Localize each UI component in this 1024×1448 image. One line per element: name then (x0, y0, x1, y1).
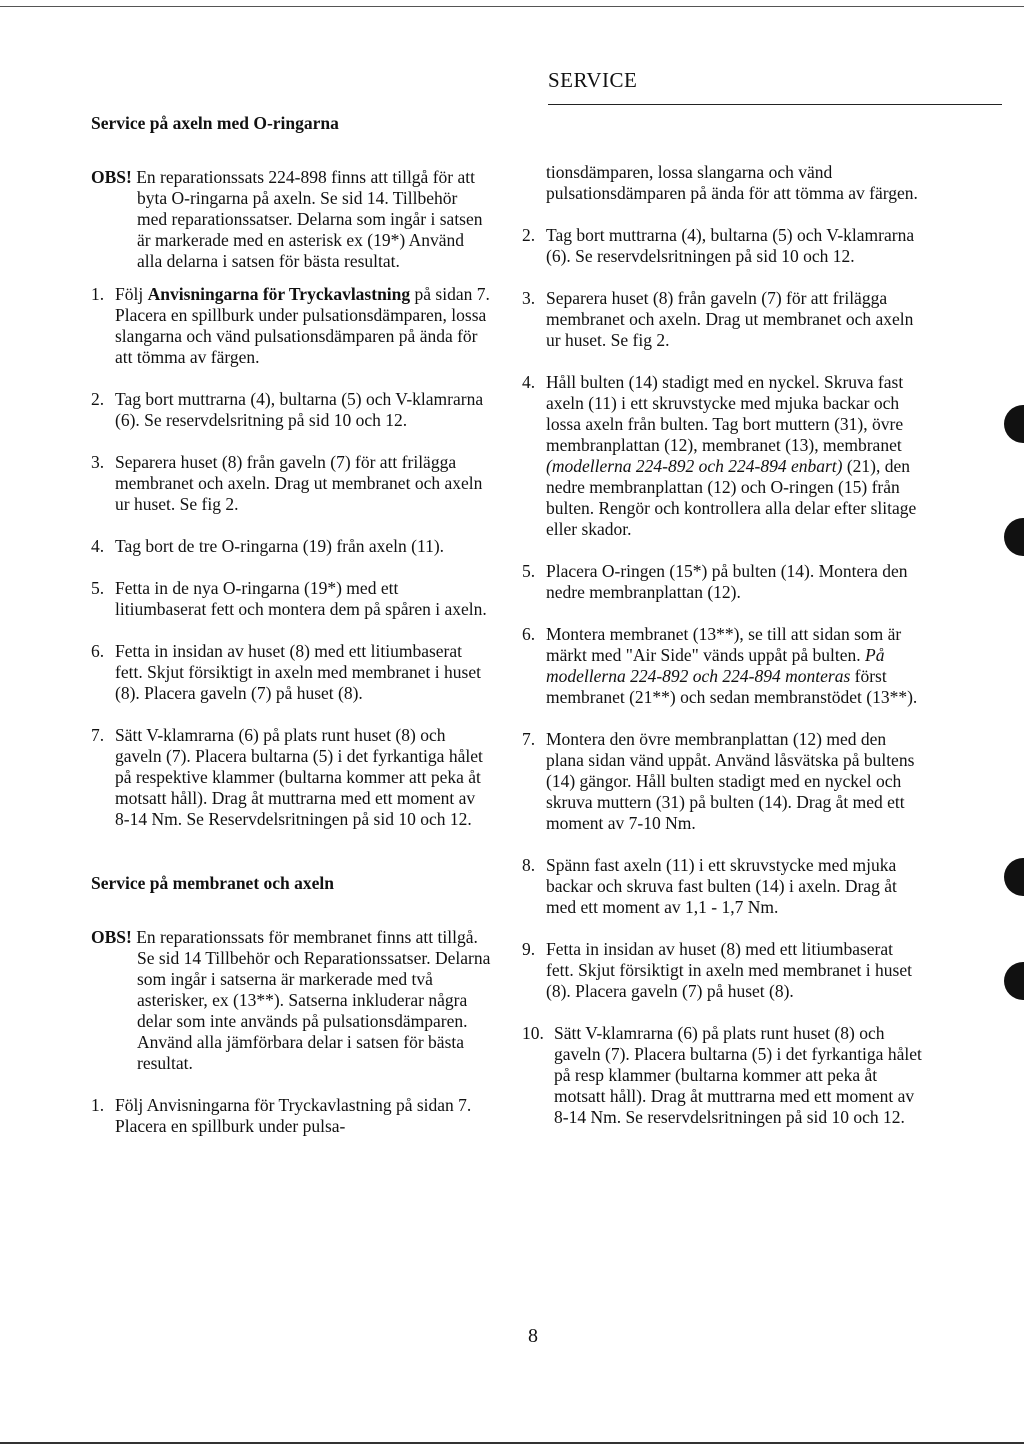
right-column (522, 162, 922, 1128)
list-item (522, 288, 922, 351)
item-text: Tag bort muttrarna (4), bultarna (5) och V-klamrarna (6). Se reservdelsritningen på sid 10 och 12. (546, 225, 915, 266)
list-item (91, 725, 491, 830)
item-text: Fetta in insidan av huset (8) med ett litiumbaserat fett. Skjut försiktigt in axeln med membranet i huset (8). Placera gaveln (7) på huset (8). (115, 641, 481, 703)
left-column (91, 113, 491, 1137)
binder-hole (1004, 518, 1024, 556)
list-item (91, 389, 491, 431)
item-text: Spänn fast axeln (11) i ett skruvstycke med mjuka backar och skruva fast bulten (14) i axeln. Drag åt med ett moment av 1,1 - 1,7 Nm. (546, 855, 897, 917)
model-note: På modellerna 224-892 och 224-894 monteras (546, 645, 885, 686)
item-text: Följ Anvisningarna för Tryckavlastning på sidan 7. Placera en spillburk under pulsa- (115, 1095, 472, 1136)
item-number: 6. (91, 641, 105, 661)
item-number: 4. (522, 372, 536, 392)
item-text: Tag bort de tre O-ringarna (19) från axeln (11). (115, 536, 445, 556)
item-number: 3. (91, 452, 105, 472)
list-item (91, 536, 491, 557)
item-text: Följ Anvisningarna för Tryckavlastning på sidan 7. Placera en spillburk under pulsationsdämparen, lossa slangarna och vänd pulsationsdämparen på ända för att tömma av färgen. (115, 284, 490, 367)
item-text: Placera O-ringen (15*) på bulten (14). Montera den nedre membranplattan (12). (546, 561, 908, 602)
page-number: 8 (528, 1325, 538, 1347)
scan-top-edge (0, 6, 1024, 7)
item-text: Håll bulten (14) stadigt med en nyckel. Skruva fast axeln (11) i ett skruvstycke med mjuka backar och lossa axeln från bulten. Tag bort muttern (31), övre membranplattan (12), membranet (13), membranet (modellerna 224-892 och 224-894 enbart) (21), den nedre membranplattan (12) och O-ringen (15) från bulten. Rengör och kontrollera alla delar efter slitage eller skador. (546, 372, 917, 539)
list-item (522, 561, 922, 603)
page-header: SERVICE (548, 68, 638, 92)
item-number: 9. (522, 939, 536, 959)
list-item (522, 729, 922, 834)
scan-bottom-edge (0, 1442, 1024, 1444)
item-number: 1. (91, 1095, 105, 1115)
item-text: Montera membranet (13**), se till att sidan som är märkt med "Air Side" vänds uppåt på bulten. På modellerna 224-892 och 224-894 monteras först membranet (21**) och sedan membranstödet (13**). (546, 624, 918, 707)
obs-text: En reparationssats 224-898 finns att tillgå för att byta O-ringarna på axeln. Se sid 14. Tillbehör med reparationssatser. Delarna som ingår i satsen är markerade med en asterisk ex (19*) Använd alla delarna i satsen för bästa resultat. (136, 167, 483, 271)
item-number: 8. (522, 855, 536, 875)
item-number: 3. (522, 288, 536, 308)
list-item (91, 578, 491, 620)
list-item (91, 641, 491, 704)
obs-note-2 (91, 927, 491, 1074)
item-number: 2. (91, 389, 105, 409)
list-item (522, 855, 922, 918)
item-text: Fetta in insidan av huset (8) med ett litiumbaserat fett. Skjut försiktigt in axeln med membranet i huset (8). Placera gaveln (7) på huset (8). (546, 939, 912, 1001)
item-number: 7. (91, 725, 105, 745)
instruction-reference: Anvisningarna för Tryckavlastning (147, 284, 411, 304)
list-item (522, 225, 922, 267)
obs-label: OBS! (91, 927, 132, 947)
item-text: Separera huset (8) från gaveln (7) för att frilägga membranet och axeln. Drag ut membranet och axeln ur huset. Se fig 2. (546, 288, 914, 350)
item-number: 1. (91, 284, 105, 304)
obs-text: En reparationssats för membranet finns att tillgå. Se sid 14 Tillbehör och Reparationssatser. Delarna som ingår i satserna är markerade med två asterisker, ex (13**). Satserna inkluderar några delar som inte används på pulsationsdämparen. Använd alla jämförbara delar i satsen för bästa resultat. (136, 927, 491, 1073)
list-item (91, 284, 491, 368)
item-number: 5. (522, 561, 536, 581)
item-number: 2. (522, 225, 536, 245)
item-number: 4. (91, 536, 105, 556)
binder-hole (1004, 962, 1024, 1000)
item-number: 10. (522, 1023, 544, 1043)
section-title-membrane: Service på membranet och axeln (91, 873, 335, 893)
binder-hole (1004, 858, 1024, 896)
item-number: 6. (522, 624, 536, 644)
list-item (91, 452, 491, 515)
item-text: Tag bort muttrarna (4), bultarna (5) och V-klamrarna (6). Se reservdelsritning på sid 10 och 12. (115, 389, 484, 430)
obs-label: OBS! (91, 167, 132, 187)
item-number: 5. (91, 578, 105, 598)
list-item (522, 372, 922, 540)
list-item (522, 624, 922, 708)
item-text: Sätt V-klamrarna (6) på plats runt huset (8) och gaveln (7). Placera bultarna (5) i det fyrkantiga hålet på respektive klammer (bultarna kommer att peka åt motsatt håll). Drag åt muttrarna med ett moment av 8-14 Nm. Se Reservdelsritningen på sid 10 och 12. (115, 725, 483, 829)
list-item (522, 939, 922, 1002)
list-item (91, 1095, 491, 1137)
item-text: Separera huset (8) från gaveln (7) för att frilägga membranet och axeln. Drag ut membranet och axeln ur huset. Se fig 2. (115, 452, 483, 514)
section-title-o-rings: Service på axeln med O-ringarna (91, 113, 339, 133)
binder-hole (1004, 405, 1024, 443)
item-text: Montera den övre membranplattan (12) med den plana sidan vänd uppåt. Använd låsvätska på bultens (14) gängor. Håll bulten stadigt med en nyckel och skruva muttern (31) på bulten (14). Drag åt med ett moment av 7-10 Nm. (546, 729, 915, 833)
header-rule (548, 104, 1002, 105)
list-item (522, 1023, 922, 1128)
item-text: Sätt V-klamrarna (6) på plats runt huset (8) och gaveln (7). Placera bultarna (5) i det fyrkantiga hålet på resp klammer (bultarna kommer att peka åt motsatt håll). Drag åt muttrarna med ett moment av 8-14 Nm. Se reservdelsritningen på sid 10 och 12. (554, 1023, 922, 1127)
obs-note-1 (91, 167, 491, 272)
model-note: (modellerna 224-892 och 224-894 enbart) (546, 456, 843, 476)
item-text: tionsdämparen, lossa slangarna och vänd pulsationsdämparen på ända för att tömma av färgen. (546, 162, 918, 203)
item-text: Fetta in de nya O-ringarna (19*) med ett litiumbaserat fett och montera dem på spåren i axeln. (115, 578, 487, 619)
list-item-continued (522, 162, 922, 204)
item-number: 7. (522, 729, 536, 749)
